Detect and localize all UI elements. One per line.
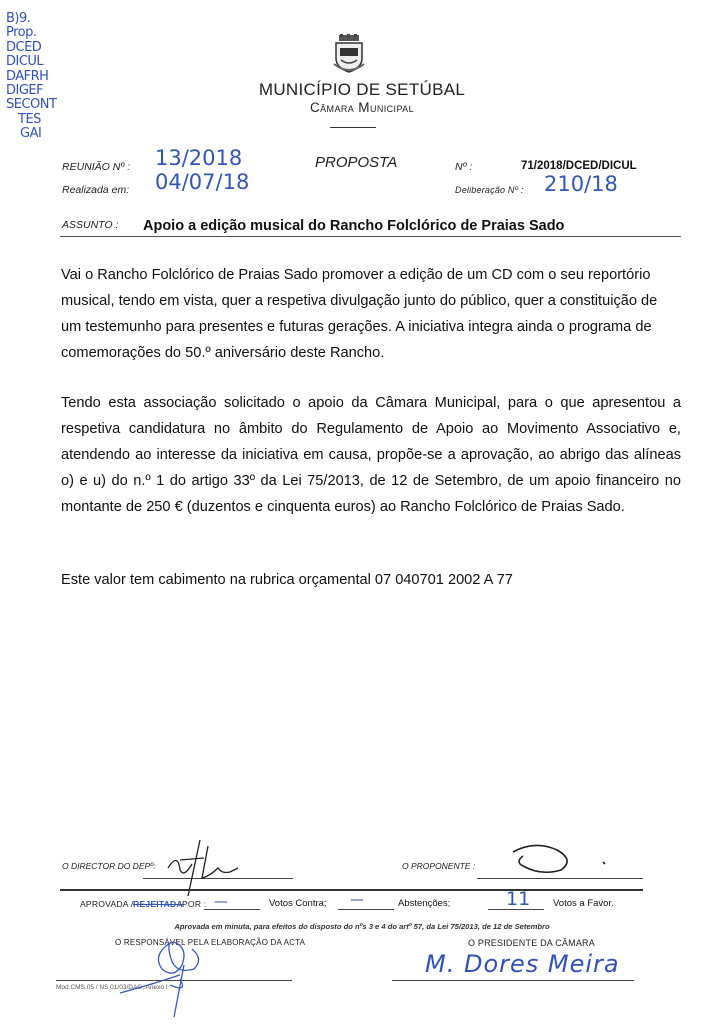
assunto-value: Apoio a edição musical do Rancho Folclórico de Praias Sado (143, 218, 565, 234)
rejected-label-struck: REJEITADA (133, 899, 183, 909)
presidente-signature-line (392, 980, 634, 981)
abstencoes-label: Abstenções; (398, 898, 451, 909)
margin-note: GAI (20, 126, 42, 142)
por-label: POR : (182, 899, 207, 909)
director-label: O DIRECTOR DO DEPº: (62, 861, 156, 871)
approved-label: APROVADA / (80, 899, 134, 909)
numero-value: 71/2018/DCED/DICUL (521, 160, 637, 172)
reuniao-label: REUNIÃO Nº : (62, 161, 131, 173)
header-divider (330, 127, 376, 128)
contra-value: — (214, 894, 228, 910)
favor-value: 11 (506, 888, 531, 910)
document-type: PROPOSTA (315, 154, 398, 171)
margin-note: TES (18, 111, 41, 127)
favor-label: Votos a Favor. (553, 898, 614, 909)
realizada-value: 04/07/18 (155, 170, 250, 194)
realizada-label: Realizada em: (62, 184, 130, 196)
margin-note: B)9. (6, 11, 31, 26)
municipality-subtitle: Câmara Municipal (310, 100, 414, 115)
proponente-label: O PROPONENTE : (402, 861, 476, 871)
presidente-label: O PRESIDENTE DA CÂMARA (468, 938, 595, 948)
form-code: Mod.CMS.05 / NS 01/03/DAG, Anexo I (56, 984, 168, 991)
proponente-signature (505, 840, 615, 880)
body-paragraph-1: Vai o Rancho Folclórico de Praias Sado promover a edição de um CD com o seu reportório musical, tendo em vista, quer a respetiva divulgação junto do público, quer a constituição de um testemunho para presentes e futuras gerações. A iniciativa integra ainda o programa de comemorações do 50.º aniversário deste Rancho. (61, 267, 658, 361)
contra-label: Votos Contra; (269, 898, 327, 909)
margin-note: DAFRH (6, 68, 49, 84)
deliberacao-label: Deliberação Nº : (455, 185, 524, 195)
municipality-title: MUNICÍPIO DE SETÚBAL (258, 80, 466, 99)
deliberacao-value: 210/18 (544, 172, 618, 196)
presidente-signature: M. Dores Meira (425, 950, 620, 978)
abstencoes-line (338, 909, 394, 910)
margin-note: SECONT (6, 97, 57, 113)
margin-note: Prop. (6, 25, 37, 41)
margin-routing-notes (6, 12, 56, 142)
numero-label: Nº : (455, 161, 473, 173)
reuniao-value: 13/2018 (155, 146, 243, 170)
responsavel-signature (140, 935, 220, 1020)
approval-minute-note: Aprovada em minuta, para efeitos do disposto do nºs 3 e 4 do artº 57, da Lei 75/2013, de 12 de Setembro (174, 922, 550, 931)
coat-of-arms-icon (332, 34, 366, 74)
section-divider (60, 889, 643, 891)
body-paragraph-2: Tendo esta associação solicitado o apoio da Câmara Municipal, para o que apresentou a respetiva candidatura no âmbito do Regulamento de Apoio ao Movimento Associativo e, atendendo ao interesse da iniciativa em causa, propõe-se a aprovação, ao abrigo das alíneas o) e u) do n.º 1 do artigo 33º da Lei 75/2013, de 12 de Setembro, de um apoio financeiro no montante de 250 € (duzentos e cinquenta euros) ao Rancho Folclórico de Praias Sado. (61, 395, 681, 515)
margin-note: DICUL (6, 54, 44, 70)
margin-note: DCED (6, 39, 42, 55)
subject-underline (60, 236, 681, 237)
responsavel-label: O RESPONSÁVEL PELA ELABORAÇÃO DA ACTA (115, 938, 306, 947)
contra-line (204, 909, 260, 910)
body-paragraph-3: Este valor tem cabimento na rubrica orçamental 07 040701 2002 A 77 (61, 572, 513, 588)
abstencoes-value: — (350, 892, 364, 908)
assunto-label: ASSUNTO : (62, 219, 119, 231)
margin-note: DIGEF (6, 83, 44, 99)
